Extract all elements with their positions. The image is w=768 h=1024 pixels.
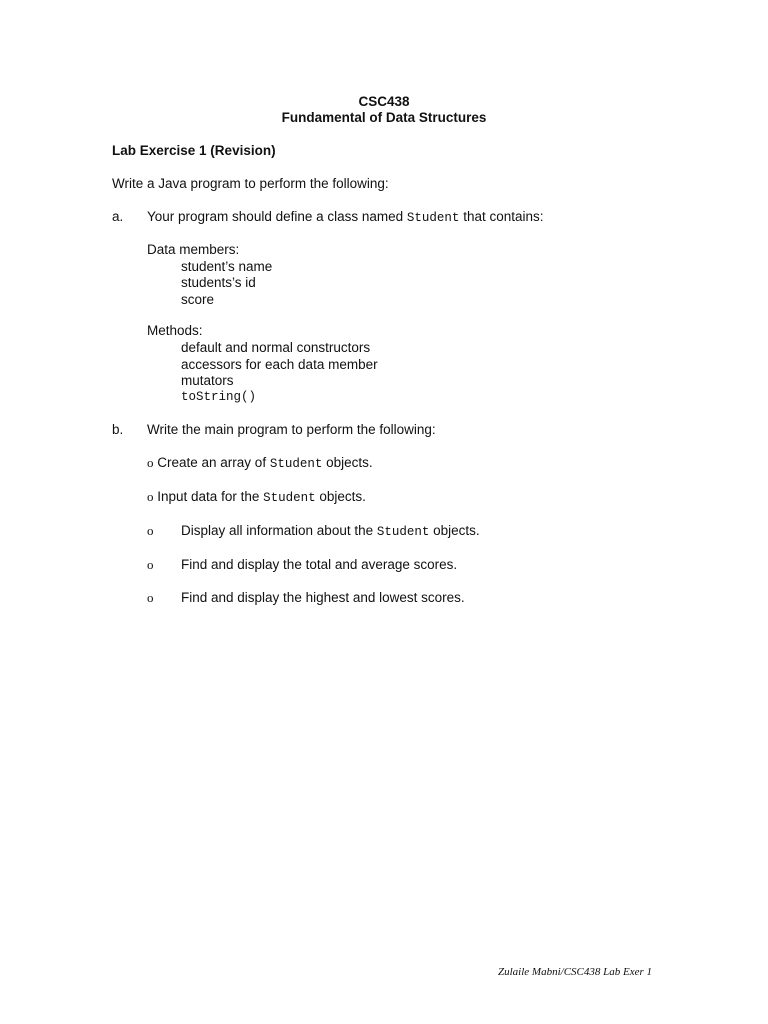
- part-a-text-after: that contains:: [459, 209, 544, 224]
- methods-heading: Methods:: [147, 323, 203, 338]
- intro-text: Write a Java program to perform the following:: [112, 176, 389, 191]
- list-item-before: Create an array of: [157, 455, 270, 470]
- list-item-before: Input data for the: [157, 489, 264, 504]
- bullet-icon: o: [147, 455, 154, 470]
- list-item: Find and display the total and average scores.: [181, 557, 458, 572]
- data-member-item: score: [181, 292, 215, 307]
- method-item-code: toString(): [181, 390, 257, 404]
- list-item: Find and display the highest and lowest scores.: [181, 590, 465, 605]
- part-b-text: Write the main program to perform the following:: [147, 422, 436, 437]
- bullet-icon: o: [147, 557, 154, 572]
- list-item-code: Student: [269, 457, 323, 471]
- lab-title: Lab Exercise 1 (Revision): [112, 143, 276, 158]
- method-item: default and normal constructors: [181, 340, 371, 355]
- list-item-after: objects.: [315, 489, 366, 504]
- list-item-before: Display all information about the: [181, 523, 377, 538]
- method-item: mutators: [181, 373, 234, 388]
- course-code: CSC438: [358, 94, 410, 109]
- list-item: [181, 523, 480, 540]
- part-a-text-before: Your program should define a class named: [147, 209, 407, 224]
- list-item-after: objects.: [429, 523, 480, 538]
- course-title: Fundamental of Data Structures: [281, 110, 487, 125]
- part-a-text: [147, 209, 544, 226]
- data-member-item: students’s id: [181, 275, 256, 290]
- bullet-icon: o: [147, 523, 154, 538]
- data-members-heading: Data members:: [147, 242, 240, 257]
- bullet-icon: o: [147, 489, 154, 504]
- list-item-after: objects.: [322, 455, 373, 470]
- list-item-code: Student: [263, 491, 316, 505]
- method-item: accessors for each data member: [181, 357, 378, 372]
- data-member-item: student’s name: [181, 259, 273, 274]
- list-item-code: Student: [376, 525, 430, 539]
- page-footer: Zulaile Mabni/CSC438 Lab Exer 1: [498, 966, 652, 978]
- bullet-icon: o: [147, 590, 154, 605]
- list-item: [147, 489, 366, 506]
- part-b-marker: b.: [112, 422, 124, 437]
- class-name-code: Student: [406, 211, 460, 225]
- part-a-marker: a.: [112, 209, 124, 224]
- list-item: [147, 455, 373, 472]
